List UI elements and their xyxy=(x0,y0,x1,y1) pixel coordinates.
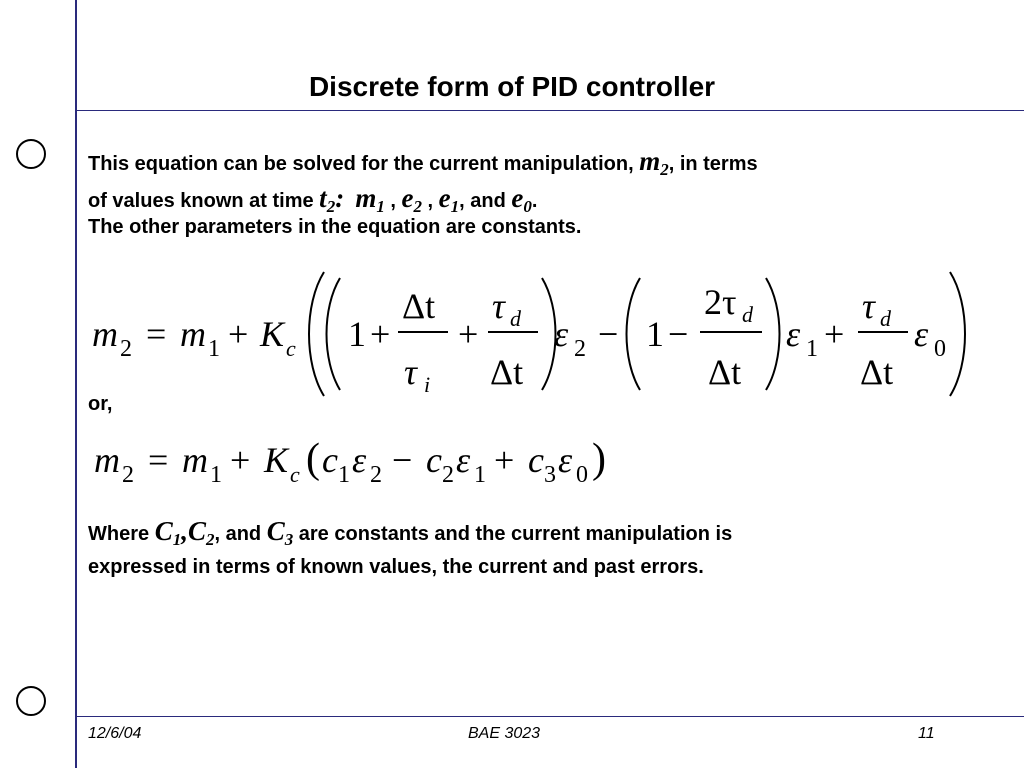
sep-2: , xyxy=(421,190,439,212)
eq1-dt-den-2: Δt xyxy=(708,352,742,392)
conclusion-paragraph xyxy=(88,515,988,584)
sep-1: , xyxy=(384,190,402,212)
where-text: Where xyxy=(88,523,155,545)
eq2-eps1-sub: 1 xyxy=(474,462,486,488)
conclusion-line-2: expressed in terms of known values, the current and past errors. xyxy=(88,556,704,578)
eq1-minus-1: − xyxy=(598,314,619,354)
eq1-tau-i: τ xyxy=(404,352,417,392)
eq1-tau-d-num-2: τ xyxy=(862,286,875,326)
eq1-eps1-sub: 1 xyxy=(806,336,818,362)
var-m1: $m_1$ xyxy=(355,183,385,216)
eq1-m1-sub: 1 xyxy=(208,336,220,362)
footer-page-number: 11 xyxy=(918,725,935,742)
var-C2: $C_2$ xyxy=(187,516,215,549)
eq2-minus: − xyxy=(392,440,413,480)
eq1-one-2: 1 xyxy=(646,314,664,354)
eq2-m1: m xyxy=(182,440,208,480)
eq1-plus-1: + xyxy=(228,314,249,354)
eq2-c1: c xyxy=(322,440,338,480)
eq1-one-1: 1 xyxy=(348,314,366,354)
var-e0: $e_0$ xyxy=(511,183,532,216)
eq1-tau-i-sub: i xyxy=(424,372,431,397)
eq2-c3-sub: 3 xyxy=(544,462,556,488)
eq1-tau-d-num: τ xyxy=(492,286,505,326)
eq1-dt-den-3: Δt xyxy=(860,352,894,392)
intro-text-c: of values known at time xyxy=(88,190,320,212)
footer-rule xyxy=(77,716,1024,717)
eq1-plus-4: + xyxy=(824,314,845,354)
footer-date: 12/6/04 xyxy=(88,725,142,742)
eq1-2tau-sub: d xyxy=(742,302,753,327)
intro-line-3: The other parameters in the equation are constants. xyxy=(88,216,582,238)
intro-text-a: This equation can be solved for the current manipulation, xyxy=(88,153,640,175)
var-e2: $e_2$ xyxy=(401,183,422,216)
eq2-eps0: ε xyxy=(558,440,573,480)
eq2-c2-sub: 2 xyxy=(442,462,454,488)
eq1-inner-lparen-1 xyxy=(327,278,341,390)
intro-line-2 xyxy=(88,181,988,218)
eq2-lparen: ( xyxy=(306,436,320,482)
eq1-2tau-num: 2τ xyxy=(704,282,737,322)
eq2-m1-sub: 1 xyxy=(210,462,222,488)
eq2-Kc: K xyxy=(264,440,289,480)
eq1-eps0-sub: 0 xyxy=(934,336,946,362)
eq1-equals: = xyxy=(146,314,167,354)
slide-title: Discrete form of PID controller xyxy=(308,71,716,102)
var-e1: $e_1$ xyxy=(438,183,460,216)
eq2-eps2: ε xyxy=(352,440,367,480)
colon: : xyxy=(335,183,345,213)
eq1-inner-lparen-2 xyxy=(627,278,641,390)
eq1-eps2-sub: 2 xyxy=(574,336,586,362)
eq1-eps0: ε xyxy=(914,314,929,354)
eq2-m2: m xyxy=(94,440,120,480)
eq1-m2: m xyxy=(92,314,118,354)
eq2-c1-sub: 1 xyxy=(338,462,350,488)
eq2-equals: = xyxy=(148,440,169,480)
pid-equation-constants xyxy=(84,428,644,488)
sep-3: , and xyxy=(459,190,512,212)
eq2-rparen: ) xyxy=(592,436,606,482)
var-t2: $t_2$ xyxy=(319,183,336,216)
eq1-plus-2: + xyxy=(370,314,391,354)
period: . xyxy=(531,190,538,212)
eq2-c2: c xyxy=(426,440,442,480)
var-C1: $C_1$ xyxy=(154,516,182,549)
eq2-c3: c xyxy=(528,440,544,480)
intro-paragraph xyxy=(88,144,988,240)
eq1-Kc: K xyxy=(260,314,285,354)
footer-course: BAE 3023 xyxy=(468,725,541,742)
eq1-tau-d-sub: d xyxy=(510,306,521,331)
eq2-plus-1: + xyxy=(230,440,251,480)
left-margin-rule xyxy=(75,0,77,768)
eq2-eps0-sub: 0 xyxy=(576,462,588,488)
eq1-m1: m xyxy=(180,314,206,354)
eq1-eps2: ε xyxy=(554,314,569,354)
or-label: or, xyxy=(88,393,113,415)
binder-hole-bottom xyxy=(16,686,46,716)
eq1-outer-lparen xyxy=(309,272,324,396)
eq1-dt-num: Δt xyxy=(402,286,436,326)
comma: , xyxy=(181,516,188,546)
eq1-outer-rparen xyxy=(950,272,965,396)
var-m2: $m_2$ xyxy=(639,146,669,179)
title-rule xyxy=(77,110,1024,111)
intro-line-1 xyxy=(88,144,988,181)
eq2-plus-2: + xyxy=(494,440,515,480)
binder-hole-top xyxy=(16,139,46,169)
conclusion-text-a: are constants and the current manipulation is xyxy=(293,523,733,545)
var-C3: $C_3$ xyxy=(266,516,294,549)
eq2-Kc-sub: c xyxy=(290,462,300,487)
eq2-eps1: ε xyxy=(456,440,471,480)
eq1-plus-3: + xyxy=(458,314,479,354)
eq1-tau-d-sub-2: d xyxy=(880,306,891,331)
eq1-Kc-sub: c xyxy=(286,336,296,361)
pid-equation-full xyxy=(84,268,974,400)
eq1-inner-rparen-2 xyxy=(766,278,780,390)
intro-text-b: , in terms xyxy=(668,153,758,175)
conclusion-line-1 xyxy=(88,515,988,551)
eq1-dt-den: Δt xyxy=(490,352,524,392)
eq1-m2-sub: 2 xyxy=(120,336,132,362)
and-text: , and xyxy=(214,523,267,545)
eq2-eps2-sub: 2 xyxy=(370,462,382,488)
eq1-eps1: ε xyxy=(786,314,801,354)
eq2-m2-sub: 2 xyxy=(122,462,134,488)
eq1-minus-2: − xyxy=(668,314,689,354)
